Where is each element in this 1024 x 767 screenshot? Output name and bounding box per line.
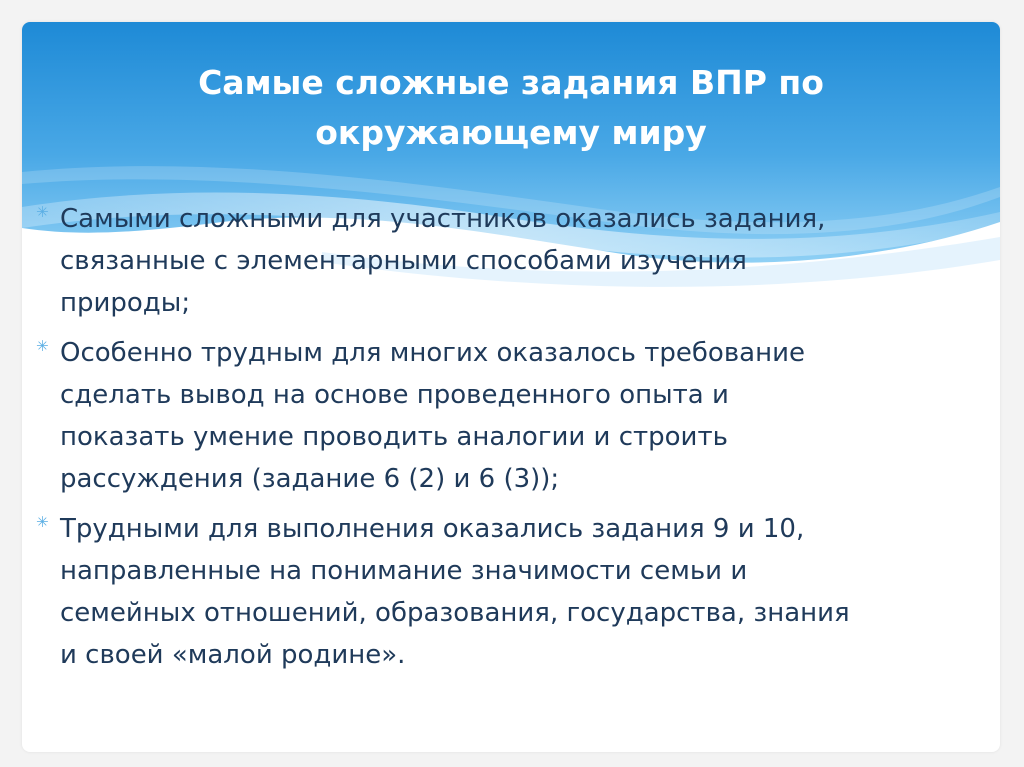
bullet-item <box>36 508 936 676</box>
bullet-item <box>36 332 936 500</box>
bullet-text: Самыми сложными для участников оказались задания, связанные с элементарными способами изучения природы; <box>60 204 826 318</box>
slide <box>22 22 1000 752</box>
bullet-item <box>36 198 936 324</box>
asterisk-bullet-icon: ✳ <box>36 203 49 221</box>
bullet-text: Трудными для выполнения оказались задания 9 и 10, направленные на понимание значимости семьи и семейных отношений, образования, государства, знания и своей «малой родине». <box>60 514 850 670</box>
asterisk-bullet-icon: ✳ <box>36 513 49 531</box>
bullet-list <box>36 198 936 684</box>
asterisk-bullet-icon: ✳ <box>36 337 49 355</box>
slide-title: Самые сложные задания ВПР по окружающему миру <box>198 63 824 152</box>
bullet-text: Особенно трудным для многих оказалось требование сделать вывод на основе проведенного опыта и показать умение проводить аналогии и строить рассуждения (задание 6 (2) и 6 (3)); <box>60 338 805 494</box>
